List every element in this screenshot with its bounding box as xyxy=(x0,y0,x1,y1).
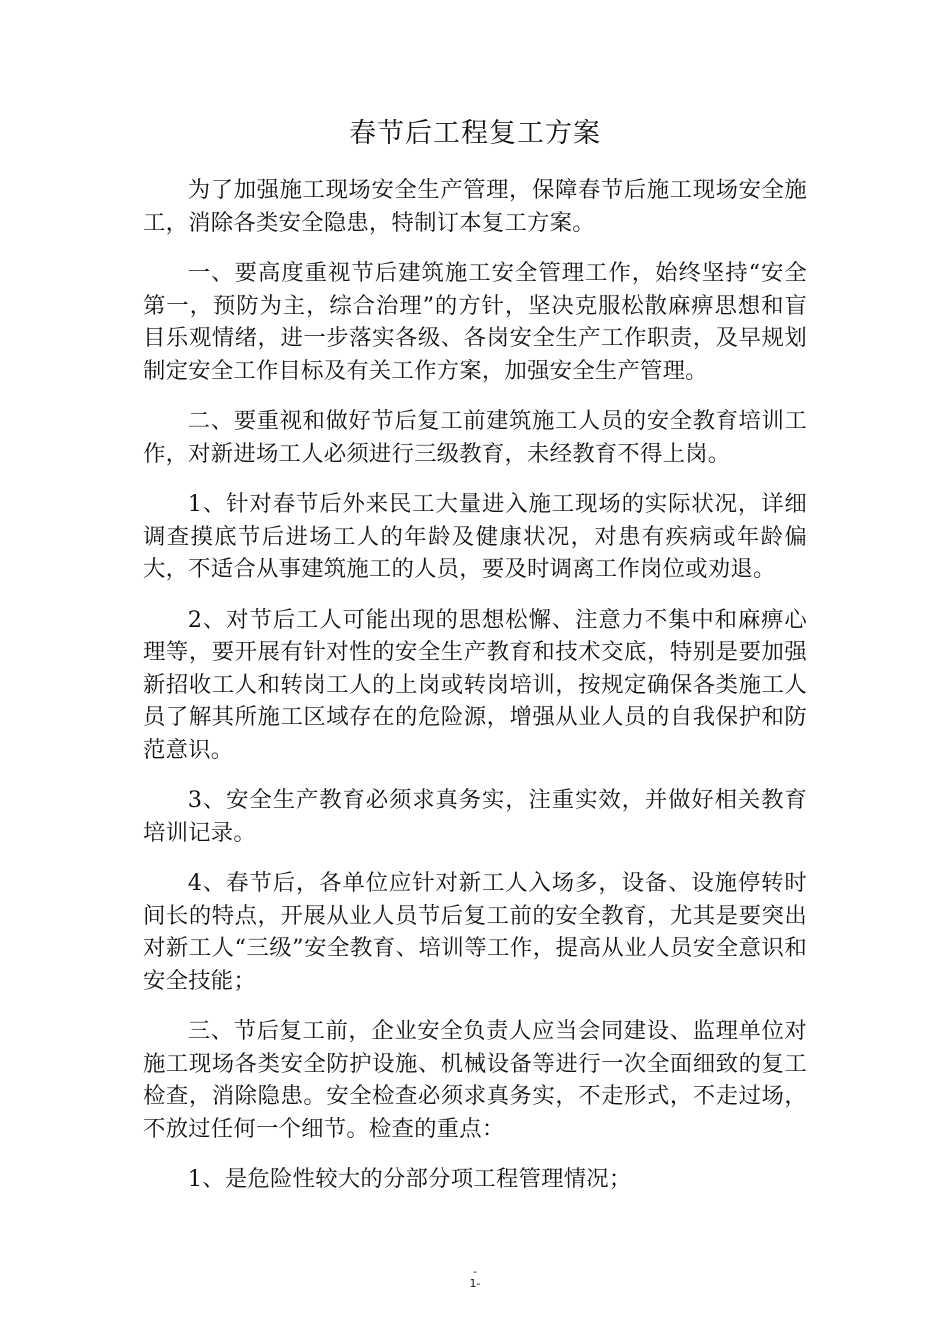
page-number: 1- xyxy=(469,1277,481,1290)
footer-mark: - xyxy=(473,1265,477,1278)
paragraph-item-2-4: 4、春节后，各单位应针对新工人入场多，设备、设施停转时间长的特点，开展从业人员节后复工前的安全教育，尤其是要突出对新工人“三级”安全教育、培训等工作，提高从业人员安全意识和安全技能； xyxy=(143,870,807,994)
paragraph-item-3-1: 1、是危险性较大的分部分项工程管理情况； xyxy=(187,1166,632,1192)
paragraph-item-2-1: 1、针对春节后外来民工大量进入施工现场的实际状况，详细调查摸底节后进场工人的年龄及健康状况，对患有疾病或年龄偏大，不适合从事建筑施工的人员，要及时调离工作岗位或劝退。 xyxy=(143,491,807,582)
paragraph-item-2-2: 2、对节后工人可能出现的思想松懈、注意力不集中和麻痹心理等，要开展有针对性的安全生产教育和技术交底，特别是要加强新招收工人和转岗工人的上岗或转岗培训，按规定确保各类施工人员了解其所施工区域存在的危险源，增强从业人员的自我保护和防范意识。 xyxy=(143,606,807,763)
paragraph-section-2: 二、要重视和做好节后复工前建筑施工人员的安全教育培训工作，对新进场工人必须进行三级教育，未经教育不得上岗。 xyxy=(143,408,807,467)
page-footer xyxy=(0,1266,950,1290)
document-body xyxy=(143,174,807,1214)
document-title: 春节后工程复工方案 xyxy=(349,118,601,149)
paragraph-item-2-3: 3、安全生产教育必须求真务实，注重实效，并做好相关教育培训记录。 xyxy=(143,787,807,846)
paragraph-intro: 为了加强施工现场安全生产管理，保障春节后施工现场安全施工，消除各类安全隐患，特制订本复工方案。 xyxy=(143,177,807,236)
paragraph-section-1: 一、要高度重视节后建筑施工安全管理工作，始终坚持“安全第一，预防为主，综合治理”的方针，坚决克服松散麻痹思想和盲目乐观情绪，进一步落实各级、各岗安全生产工作职责，及早规划制定安全工作目标及有关工作方案，加强安全生产管理。 xyxy=(143,260,807,384)
paragraph-section-3: 三、节后复工前，企业安全负责人应当会同建设、监理单位对施工现场各类安全防护设施、机械设备等进行一次全面细致的复工检查，消除隐患。安全检查必须求真务实，不走形式，不走过场，不放过任何一个细节。检查的重点： xyxy=(143,1018,807,1142)
